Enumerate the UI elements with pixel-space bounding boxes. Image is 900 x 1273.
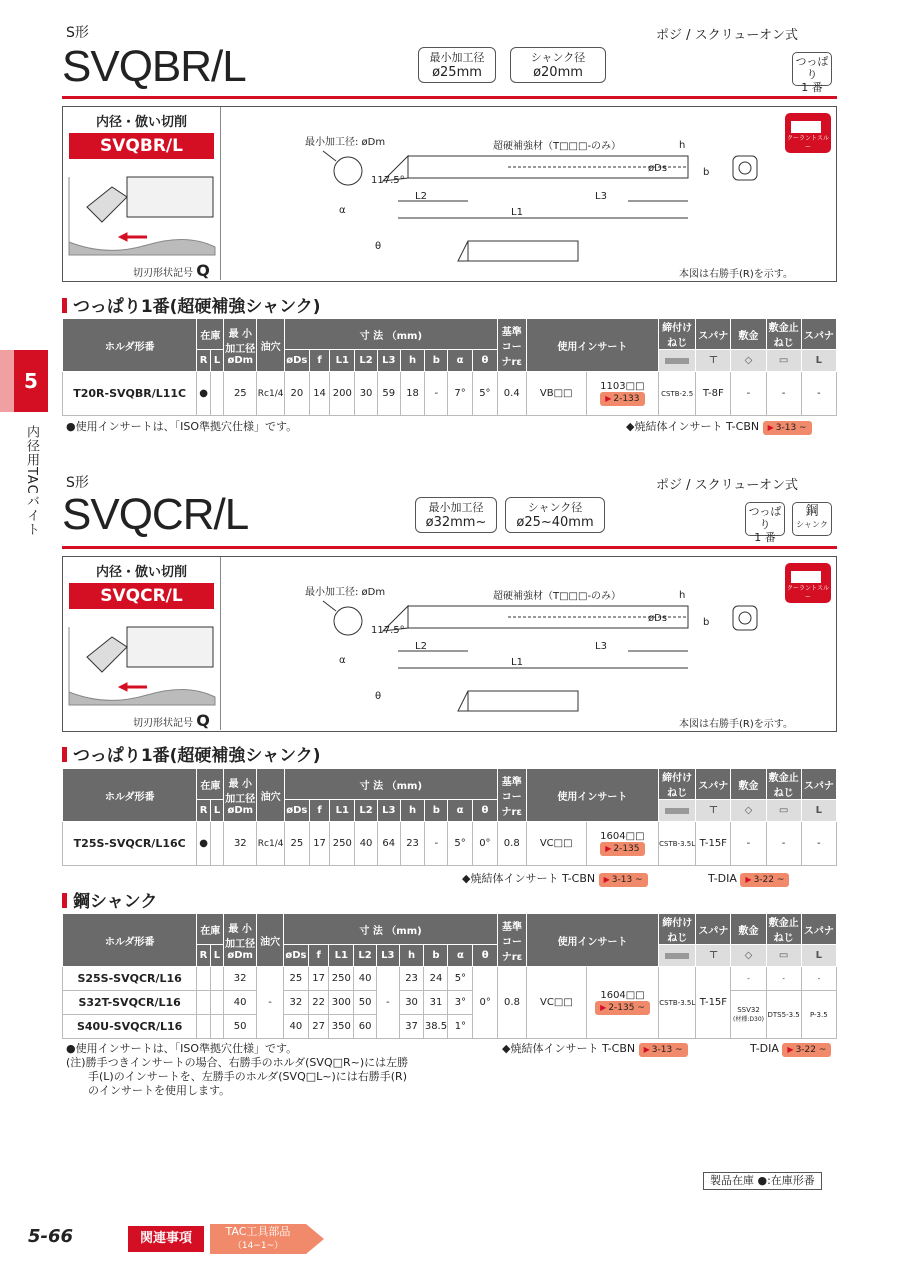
reinforce-callout-2: 超硬補強材（T□□□-のみ） [493,591,622,602]
col-ds: øDs [284,350,309,372]
figure-note-1: 本図は右勝手(R)を示す。 [679,269,793,280]
col-corner: 基準コーナrε [497,319,526,372]
col-L2: L2 [354,945,377,967]
dim-alpha-2: α [339,655,346,666]
shim-screw-icon: ▭ [766,945,801,967]
col-shim-screw: 敷金止ねじ [766,769,801,800]
cell-theta: 5° [472,372,497,416]
col-min-dia: 最 小加工径øDm [224,319,257,372]
table-title-3: 鋼シャンク [62,887,157,912]
col-b: b [424,945,448,967]
spec-table-2 [62,768,837,866]
cell-spanner2: - [801,822,836,866]
insert-cell [586,372,658,416]
col-holder: ホルダ形番 [63,319,197,372]
cell-f: 14 [309,372,330,416]
shank-dia-value-1: ø20mm [533,65,583,80]
cell-oil: Rc1/4 [257,822,285,866]
col-b: b [425,350,448,372]
insert-shape: VB□□ [526,372,586,416]
s-form-label-1: S形 [66,25,89,41]
col-h: h [400,350,425,372]
dim-h-2: h [679,590,686,601]
stock-r: ● [197,372,210,416]
col-spanner2: スパナ [801,914,836,945]
table-title-2: つっぱり1番(超硬補強シャンク) [62,741,321,766]
cell-L1: 250 [330,822,355,866]
spanner-icon: ⊤ [696,945,731,967]
badge2-line-1: つっぱり [748,505,782,531]
col-dims: 寸 法 （mm) [284,914,498,945]
cbn-page-ref-1[interactable]: ▶ 3-13 ~ [763,421,812,435]
spanner2-icon: L [801,800,836,822]
col-f: f [309,350,330,372]
cell-ds: 25 [284,967,309,991]
holder-code[interactable]: T20R-SVQBR/L11C [63,372,197,416]
coolant-through-icon-1: クーラントスルー [785,113,831,153]
cell-L2: 30 [355,372,378,416]
col-oil: 油穴 [257,914,284,967]
figure-box-2 [62,556,837,732]
cbn-ref-1: ◆焼結体インサート T-CBN ▶ 3-13 ~ [626,420,812,435]
col-insert: 使用インサート [526,769,658,822]
col-b: b [425,800,448,822]
col-theta: θ [473,945,498,967]
col-shim: 敷金 [731,914,766,945]
badge-steel-shank [792,502,832,536]
cell-spanner: T-15F [696,822,731,866]
stock-l [210,822,223,866]
col-r: R [197,945,210,967]
col-alpha: α [448,945,473,967]
angle-callout-1: 117.5° [371,175,405,186]
screw-icon [659,945,696,967]
cell-shim-screw: - [766,372,801,416]
cell-L2: 50 [354,991,377,1015]
col-h: h [399,945,424,967]
col-L1: L1 [330,800,355,822]
coolant-through-icon-2: クーラントスルー [785,563,831,603]
screw-icon [659,350,696,372]
cell-alpha: 1° [448,1015,473,1039]
cell-theta: 0° [473,967,498,1039]
min-dia-label-1: 最小加工径 [429,51,485,64]
cell-spanner: T-8F [696,372,731,416]
cell-corner: 0.8 [497,822,526,866]
spanner2-icon: L [801,350,836,372]
cell-shim: - [731,372,766,416]
col-shim: 敷金 [731,769,766,800]
col-screw: 締付けねじ [659,769,696,800]
spanner-icon: ⊤ [696,350,731,372]
col-spanner: スパナ [696,914,731,945]
cell-alpha: 7° [448,372,473,416]
insert-shape: VC□□ [526,822,586,866]
cutting-type-label-2: 内径・倣い切削 [95,565,187,580]
cell-dm: 25 [224,372,257,416]
col-corner: 基準コーナrε [497,769,526,822]
model-title-2: SVQCR/L [62,490,249,539]
stock-l [210,991,223,1015]
cell-b: 31 [424,991,448,1015]
badge-line-1: つっぱり [795,55,829,81]
cell-f: 17 [309,822,330,866]
dim-h-1: h [679,140,686,151]
cell-shim-s25: - [731,967,766,991]
insert-page-ref[interactable]: ▶ 2-135 [600,842,644,856]
cell-L1: 300 [329,991,354,1015]
cell-corner: 0.8 [498,967,527,1039]
cell-oil: - [257,967,284,1039]
col-spanner2: スパナ [801,319,836,350]
col-stock: 在庫 [197,319,224,350]
shim-icon: ◇ [731,945,766,967]
insert-code: 1604□□ [600,990,645,1001]
clamp-type-1: ポジ / スクリューオン式 [656,28,798,43]
cell-L2: 60 [354,1015,377,1039]
col-L1: L1 [329,945,354,967]
holder-code[interactable]: T25S-SVQCR/L16C [63,822,197,866]
badge3-line-2: シャンク [796,520,828,529]
cell-shim-screw: DTS5-3.5 [766,991,801,1039]
col-dims: 寸 法 （mm) [284,769,497,800]
cell-screw: CSTB-3.5L [659,967,696,1039]
col-f: f [308,945,329,967]
min-dia-label-2: 最小加工径 [428,501,484,514]
insert-page-ref[interactable]: ▶ 2-135 ~ [595,1001,650,1015]
cell-L2: 40 [354,967,377,991]
cell-spanner2: - [801,372,836,416]
cbn-ref-3: ◆焼結体インサート T-CBN ▶ 3-13 ~ [502,1042,688,1057]
workpiece-illustration-1 [67,167,217,257]
note-line-4: のインサートを使用します。 [88,1084,231,1097]
cbn-page-ref-3[interactable]: ▶ 3-13 ~ [639,1043,688,1057]
chapter-tab[interactable]: 5 [14,350,48,412]
holder-code[interactable]: S25S-SVQCR/L16 [63,967,197,991]
col-h: h [400,800,425,822]
shim-screw-icon: ▭ [766,800,801,822]
cell-alpha: 3° [448,991,473,1015]
cell-ds: 40 [284,1015,309,1039]
stock-l [210,372,223,416]
cell-spanner2-s25: - [801,967,836,991]
chapter-tab-stripe [0,350,14,412]
section-divider-2 [62,546,837,549]
cell-b: 24 [424,967,448,991]
cell-L3: 64 [377,822,400,866]
s-form-label-2: S形 [66,475,89,491]
dia-ref-2: T-DIA ▶ 3-22 ~ [708,872,789,887]
dim-l3-2: L3 [595,641,607,652]
cell-oil: Rc1/4 [257,372,285,416]
min-dia-value-1: ø25mm [432,65,482,80]
col-insert: 使用インサート [526,914,658,967]
dim-l2-2: L2 [415,641,427,652]
col-spanner: スパナ [696,769,731,800]
cell-spanner2: P-3.5 [801,991,836,1039]
shim-screw-icon: ▭ [766,350,801,372]
figure-box-1 [62,106,837,282]
table-title-1: つっぱり1番(超硬補強シャンク) [62,292,321,317]
dim-theta-2: θ [375,691,382,702]
col-shim-screw: 敷金止ねじ [766,319,801,350]
cell-shim-screw: - [766,822,801,866]
table-row [63,967,837,991]
cell-L2: 40 [355,822,378,866]
col-l: L [210,800,223,822]
col-L1: L1 [330,350,355,372]
col-L2: L2 [355,350,378,372]
table-row [63,372,837,416]
workpiece-illustration-2 [67,617,217,707]
cell-dm: 40 [224,991,257,1015]
cell-h: 30 [399,991,424,1015]
insert-code: 1103□□ [600,381,645,392]
dim-l3-1: L3 [595,191,607,202]
insert-page-ref[interactable]: ▶ 2-133 [600,392,644,406]
col-stock: 在庫 [197,914,224,945]
col-f: f [309,800,330,822]
figure-left-panel-1 [63,107,221,280]
spec-table-3 [62,913,837,1039]
stock-l [210,967,223,991]
cell-theta: 0° [472,822,497,866]
col-alpha: α [448,800,473,822]
model-tag-2: SVQCR/L [69,583,214,609]
insert-shape: VC□□ [526,967,586,1039]
holder-code[interactable]: S32T-SVQCR/L16 [63,991,197,1015]
insert-code: 1604□□ [600,831,645,842]
col-spanner2: スパナ [801,769,836,800]
col-L3: L3 [377,350,400,372]
stock-r: ● [197,822,210,866]
cell-dm: 50 [224,1015,257,1039]
cbn-page-ref-2[interactable]: ▶ 3-13 ~ [599,873,648,887]
dia-ref-3: T-DIA ▶ 3-22 ~ [750,1042,831,1057]
stock-r [197,1015,210,1039]
cell-spanner: T-15F [696,967,731,1039]
dia-page-ref-3[interactable]: ▶ 3-22 ~ [782,1043,831,1057]
insert-cell [586,967,658,1039]
cell-b: - [425,822,448,866]
model-tag-1: SVQBR/L [69,133,214,159]
col-screw: 締付けねじ [659,914,696,945]
tac-parts-link-label: TAC工具部品 [225,1225,291,1238]
section-divider-1 [62,96,837,99]
col-r: R [197,350,210,372]
col-oil: 油穴 [257,769,285,822]
cbn-ref-2: ◆焼結体インサート T-CBN ▶ 3-13 ~ [462,872,648,887]
stock-r [197,991,210,1015]
col-shim-screw: 敷金止ねじ [766,914,801,945]
shim-icon: ◇ [731,800,766,822]
col-oil: 油穴 [257,319,285,372]
col-holder: ホルダ形番 [63,769,197,822]
cell-shim-screw-s25: - [766,967,801,991]
shape-code-label-1: 切刃形状記号 Q [133,261,210,280]
angle-callout-2: 117.5° [371,625,405,636]
cell-screw: CSTB-3.5L [659,822,696,866]
shape-code-label-2: 切刃形状記号 Q [133,711,210,730]
col-theta: θ [472,350,497,372]
col-spanner: スパナ [696,319,731,350]
cell-dm: 32 [224,967,257,991]
col-corner: 基準コーナrε [498,914,527,967]
dim-l2-1: L2 [415,191,427,202]
col-L2: L2 [355,800,378,822]
col-shim: 敷金 [731,319,766,350]
col-l: L [210,945,223,967]
dim-theta-1: θ [375,241,382,252]
col-min-dia: 最 小加工径øDm [224,769,257,822]
clamp-type-2: ポジ / スクリューオン式 [656,478,798,493]
spec-table-1 [62,318,837,416]
tac-parts-link-page: （14−1~） [232,1241,284,1251]
cell-h: 23 [400,822,425,866]
badge-tsuppari-1 [792,52,832,94]
col-alpha: α [448,350,473,372]
note-line-2: (注)勝手つきインサートの場合、右勝手のホルダ(SVQ□R~)には左勝 [66,1056,409,1069]
cell-f: 27 [308,1015,329,1039]
screw-icon [659,800,696,822]
holder-code[interactable]: S40U-SVQCR/L16 [63,1015,197,1039]
shank-dia-box-1 [510,47,606,83]
dim-ds-1: øDs [648,163,668,174]
cell-L3: - [376,967,399,1039]
cell-b: 38.5 [424,1015,448,1039]
spanner-icon: ⊤ [696,800,731,822]
cell-L1: 200 [330,372,355,416]
insert-cell [586,822,658,866]
col-theta: θ [472,800,497,822]
min-dia-callout-2: 最小加工径: øDm [305,587,386,598]
cell-h: 37 [399,1015,424,1039]
note-1: ●使用インサートは、「ISO準拠穴仕様」です。 [66,420,298,433]
col-ds: øDs [284,800,309,822]
stock-legend: 製品在庫 ●:在庫形番 [703,1172,822,1190]
table-row [63,822,837,866]
stock-r [197,967,210,991]
cell-alpha: 5° [448,967,473,991]
shank-dia-label-2: シャンク径 [527,501,583,514]
cell-alpha: 5° [448,822,473,866]
shim-icon: ◇ [731,350,766,372]
cell-ds: 25 [284,822,309,866]
badge-tsuppari-2 [745,502,785,544]
page-number: 5-66 [28,1226,74,1247]
col-min-dia: 最 小加工径øDm [224,914,257,967]
reinforce-callout-1: 超硬補強材（T□□□-のみ） [493,141,622,152]
cell-shim: - [731,822,766,866]
cell-h: 18 [400,372,425,416]
cell-L1: 350 [329,1015,354,1039]
cell-f: 17 [308,967,329,991]
dim-b-2: b [703,617,710,628]
badge2-line-2: 1 番 [754,531,776,544]
min-dia-box-1 [418,47,496,83]
notes-2 [66,1042,408,1098]
col-dims: 寸 法 （mm) [284,319,497,350]
min-dia-callout-1: 最小加工径: øDm [305,137,386,148]
col-L3: L3 [377,800,400,822]
cell-h: 23 [399,967,424,991]
badge3-line-1: 鋼 [805,504,819,519]
cutting-type-label-1: 内径・倣い切削 [95,115,187,130]
col-r: R [197,800,210,822]
min-dia-box-2 [415,497,497,533]
min-dia-value-2: ø32mm~ [425,515,487,530]
col-L3: L3 [376,945,399,967]
cell-ds: 20 [284,372,309,416]
dim-l1-2: L1 [511,657,523,668]
cell-screw: CSTB-2.5 [659,372,696,416]
cell-corner: 0.4 [497,372,526,416]
shank-dia-value-2: ø25~40mm [516,515,594,530]
cell-b: - [425,372,448,416]
col-l: L [210,350,223,372]
figure-left-panel-2 [63,557,221,730]
col-stock: 在庫 [197,769,224,800]
badge-line-2: 1 番 [801,81,823,94]
shank-dia-label-1: シャンク径 [530,51,586,64]
stock-l [210,1015,223,1039]
dim-ds-2: øDs [648,613,668,624]
dim-alpha-1: α [339,205,346,216]
dia-page-ref-2[interactable]: ▶ 3-22 ~ [740,873,789,887]
dim-b-1: b [703,167,710,178]
col-holder: ホルダ形番 [63,914,197,967]
figure-note-2: 本図は右勝手(R)を示す。 [679,719,793,730]
model-title-1: SVQBR/L [62,42,246,91]
col-screw: 締付けねじ [659,319,696,350]
col-insert: 使用インサート [526,319,658,372]
cell-ds: 32 [284,991,309,1015]
cell-L1: 250 [329,967,354,991]
note-line-1: ●使用インサートは、「ISO準拠穴仕様」です。 [66,1042,298,1055]
tac-parts-link[interactable] [210,1224,306,1254]
cell-L3: 59 [377,372,400,416]
chapter-label: 内径用TACバイト [24,425,39,537]
col-ds: øDs [284,945,309,967]
related-label: 関連事項 [128,1226,204,1252]
shank-dia-box-2 [505,497,605,533]
spanner2-icon: L [801,945,836,967]
tac-parts-arrow-icon[interactable] [306,1224,324,1254]
note-line-3: 手(L)のインサートを、左勝手のホルダ(SVQ□L~)には右勝手(R) [88,1070,407,1083]
cell-dm: 32 [224,822,257,866]
dim-l1-1: L1 [511,207,523,218]
cell-f: 22 [308,991,329,1015]
cell-shim: SSV32 (材種:D30) [731,991,766,1039]
